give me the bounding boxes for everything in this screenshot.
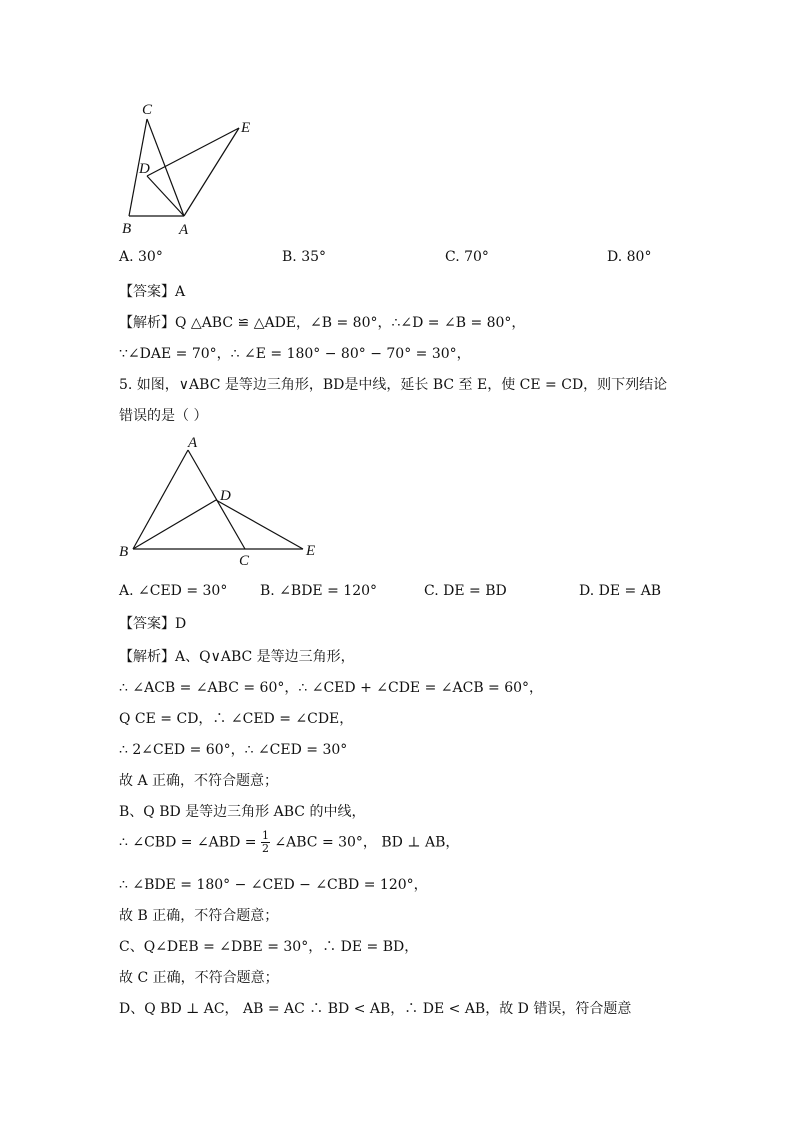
fig2-label-E: E <box>306 543 316 559</box>
q5-analysis-line-10: 故 C 正确，不符合题意； <box>119 970 279 986</box>
fig1-label-A: A <box>179 222 189 238</box>
q5-analysis-line-8: 故 B 正确，不符合题意； <box>119 908 279 924</box>
q5-option-b[interactable]: B. ∠BDE = 120° <box>260 583 378 599</box>
q5-stem-line-1: 5. 如图，∨ABC 是等边三角形，BD是中线，延长 BC 至 E，使 CE = CD，则下列结论 <box>119 377 668 393</box>
q5-option-d[interactable]: D. DE = AB <box>579 583 662 599</box>
q4-option-b[interactable]: B. 35° <box>282 249 327 265</box>
fig1-label-D: D <box>139 161 150 177</box>
q5-option-a[interactable]: A. ∠CED = 30° <box>119 583 228 599</box>
fraction-denominator: 2 <box>261 842 269 855</box>
q5-stem-line-2: 错误的是（ ） <box>119 408 208 424</box>
fig1-label-B: B <box>122 221 132 237</box>
q5-analysis-line-11: D、Q BD ⊥ AC， AB = AC ∴ BD < AB，∴ DE < AB，故 D 错误，符合题意 <box>119 1001 632 1017</box>
q4-analysis-line-2: ∵∠DAE = 70°，∴ ∠E = 180° − 80° − 70° = 30°， <box>119 346 471 362</box>
q5-analysis-line-1: 【解析】A、Q∨ABC 是等边三角形， <box>119 649 355 665</box>
q5-analysis-line-6: B、Q BD 是等边三角形 ABC 的中线， <box>119 804 366 820</box>
fraction-numerator: 1 <box>261 829 269 842</box>
q4-option-c[interactable]: C. 70° <box>445 249 489 265</box>
figure-2-equilateral-triangle <box>110 434 330 569</box>
q5-analysis-fraction-line <box>119 830 459 855</box>
fig2-label-C: C <box>239 553 250 569</box>
frac-line-post: ∠ABC = 30°， BD ⊥ AB， <box>274 834 460 851</box>
figure-1-triangles <box>110 96 270 241</box>
q4-analysis-line-1: 【解析】Q △ABC ≌ △ADE，∠B = 80°，∴∠D = ∠B = 80°， <box>119 315 526 331</box>
q5-analysis-line-3: Q CE = CD，∴ ∠CED = ∠CDE， <box>119 711 354 727</box>
one-half-fraction <box>261 830 270 855</box>
q4-option-d[interactable]: D. 80° <box>607 249 652 265</box>
q5-analysis-line-4: ∴ 2∠CED = 60°，∴ ∠CED = 30° <box>119 742 348 758</box>
q4-answer: 【答案】A <box>119 284 186 300</box>
q4-option-a[interactable]: A. 30° <box>119 249 163 265</box>
fig2-label-B: B <box>119 544 129 560</box>
fig1-label-C: C <box>142 102 153 118</box>
frac-line-pre: ∴ ∠CBD = ∠ABD = <box>119 834 261 851</box>
q5-analysis-line-2: ∴ ∠ACB = ∠ABC = 60°，∴ ∠CED + ∠CDE = ∠ACB = 60°， <box>119 680 544 696</box>
fig2-label-D: D <box>220 488 231 504</box>
q5-analysis-line-5: 故 A 正确，不符合题意； <box>119 773 279 789</box>
q5-answer: 【答案】D <box>119 616 187 632</box>
q5-analysis-line-9: C、Q∠DEB = ∠DBE = 30°，∴ DE = BD， <box>119 939 419 955</box>
fig1-label-E: E <box>241 120 251 136</box>
fig2-label-A: A <box>188 435 198 451</box>
q5-option-c[interactable]: C. DE = BD <box>424 583 507 599</box>
q5-analysis-line-7: ∴ ∠BDE = 180° − ∠CED − ∠CBD = 120°， <box>119 877 428 893</box>
